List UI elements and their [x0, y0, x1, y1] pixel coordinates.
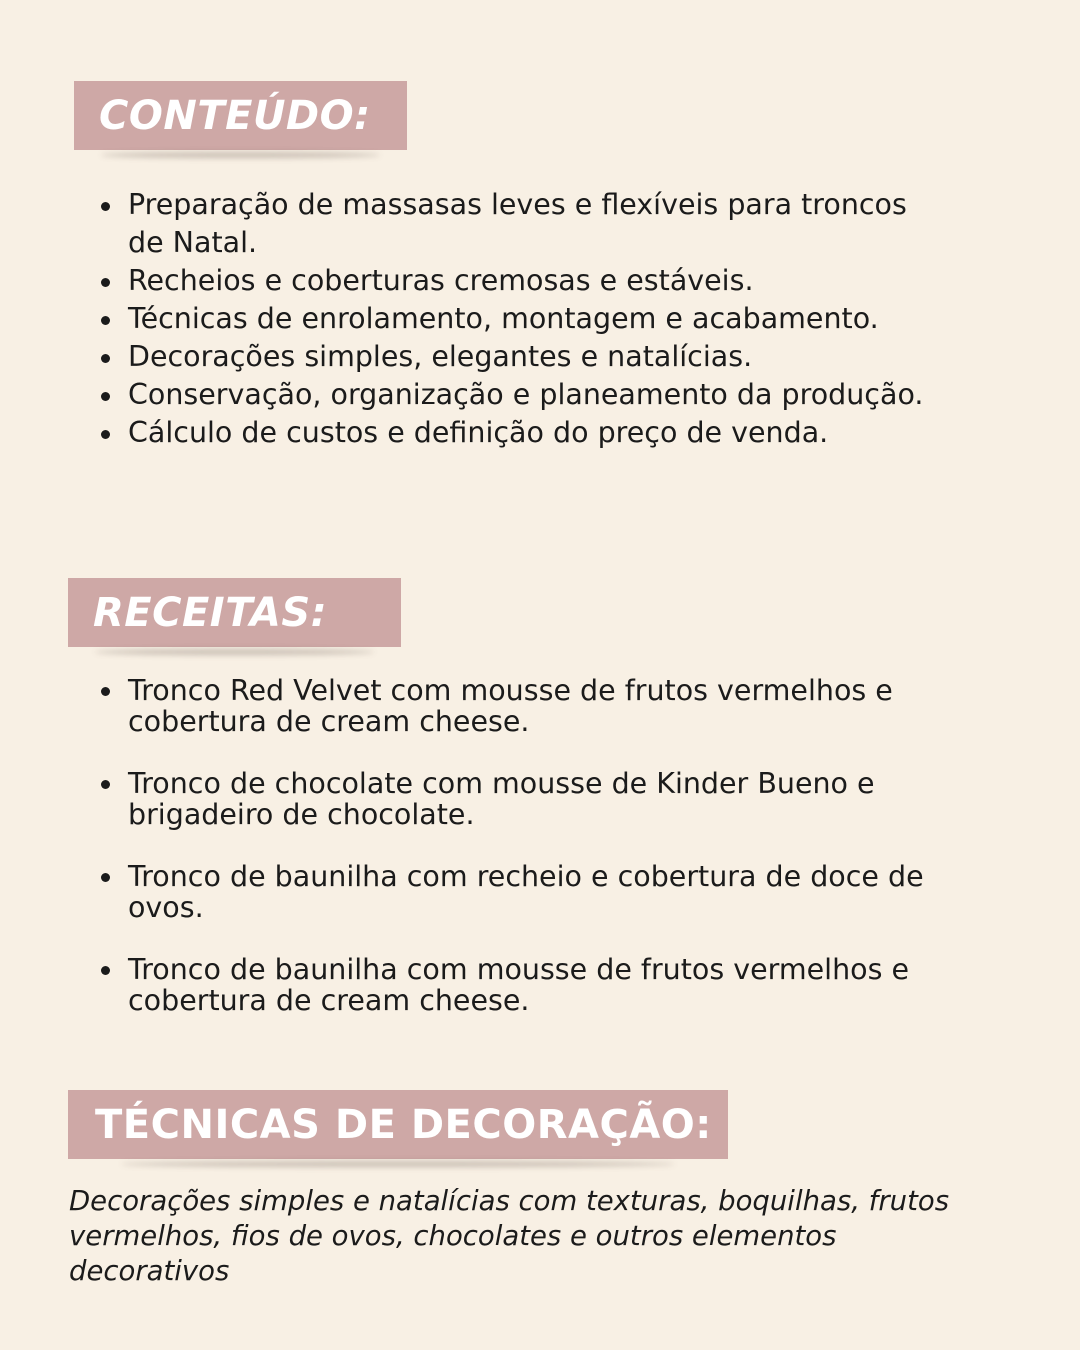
receitas-list: [99, 675, 929, 1047]
receitas-header: [68, 578, 401, 647]
conteudo-list: [99, 186, 929, 452]
list-item: Preparação de massasas leves e flexíveis para troncos de Natal.: [99, 186, 929, 262]
list-item: Conservação, organização e planeamento da produção.: [99, 376, 929, 414]
tecnicas-title: TÉCNICAS DE DECORAÇÃO:: [95, 1101, 712, 1148]
header-shadow: [95, 649, 375, 655]
list-item: Técnicas de enrolamento, montagem e acabamento.: [99, 300, 929, 338]
header-shadow: [101, 152, 381, 158]
header-shadow: [121, 1161, 675, 1167]
list-item: Tronco Red Velvet com mousse de frutos vermelhos e cobertura de cream cheese.: [99, 675, 929, 737]
tecnicas-description: Decorações simples e natalícias com texturas, boquilhas, frutos vermelhos, fios de ovos, chocolates e outros elementos decorativos: [69, 1185, 950, 1287]
receitas-title: RECEITAS:: [93, 589, 328, 636]
conteudo-header: [74, 81, 407, 150]
list-item: Tronco de chocolate com mousse de Kinder Bueno e brigadeiro de chocolate.: [99, 768, 929, 830]
list-item: Tronco de baunilha com mousse de frutos vermelhos e cobertura de cream cheese.: [99, 954, 929, 1016]
list-item: Tronco de baunilha com recheio e cobertura de doce de ovos.: [99, 861, 929, 923]
conteudo-title: CONTEÚDO:: [99, 92, 371, 139]
tecnicas-header: [68, 1090, 728, 1159]
list-item: Cálculo de custos e definição do preço de venda.: [99, 414, 929, 452]
list-item: Decorações simples, elegantes e natalícias.: [99, 338, 929, 376]
list-item: Recheios e coberturas cremosas e estáveis.: [99, 262, 929, 300]
